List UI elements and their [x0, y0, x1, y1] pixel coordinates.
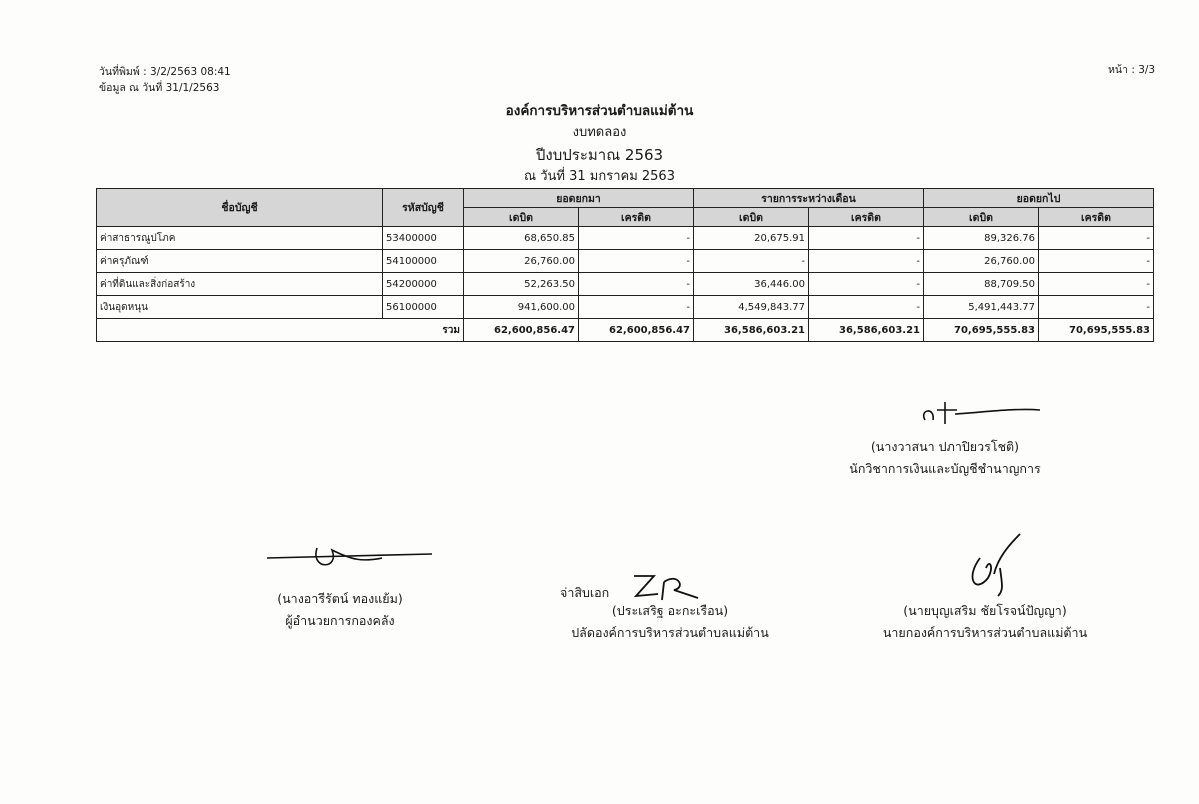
brought-debit: 52,263.50 [464, 273, 579, 296]
carried-credit: - [1039, 250, 1154, 273]
carried-debit: 88,709.50 [924, 273, 1039, 296]
handwritten-signature-2 [262, 540, 442, 574]
trial-balance-table [96, 188, 1154, 342]
table-row [97, 296, 1154, 319]
account-code: 53400000 [383, 227, 464, 250]
table-row [97, 250, 1154, 273]
month-credit: - [809, 273, 924, 296]
org-name: องค์การบริหารส่วนตำบลแม่ต้าน [505, 103, 694, 119]
total-month-credit: 36,586,603.21 [809, 319, 924, 342]
report-name: งบทดลอง [572, 125, 627, 140]
brought-credit: - [579, 250, 694, 273]
carried-debit: 89,326.76 [924, 227, 1039, 250]
account-name: ค่าที่ดินและสิ่งก่อสร้าง [97, 273, 383, 296]
brought-credit: - [579, 273, 694, 296]
brought-credit: - [579, 227, 694, 250]
carried-debit: 26,760.00 [924, 250, 1039, 273]
totals-row [97, 319, 1154, 342]
month-credit: - [809, 250, 924, 273]
account-code: 54100000 [383, 250, 464, 273]
account-name: ค่าครุภัณฑ์ [97, 250, 383, 273]
signature-block-chief-administrator [550, 600, 790, 644]
signer-name: (นายบุญเสริม ชัยโรจน์ปัญญา) [903, 603, 1067, 618]
account-code: 56100000 [383, 296, 464, 319]
header-brought-forward: ยอดยกมา [464, 189, 694, 208]
fiscal-year: ปีงบประมาณ 2563 [535, 146, 664, 164]
header-debit: เดบิต [924, 208, 1039, 227]
table-row [97, 273, 1154, 296]
signer-title: นายกองค์การบริหารส่วนตำบลแม่ต้าน [882, 625, 1088, 640]
signer-title: นักวิชาการเงินและบัญชีชำนาญการ [849, 461, 1041, 476]
brought-debit: 68,650.85 [464, 227, 579, 250]
month-debit: 20,675.91 [694, 227, 809, 250]
total-carried-credit: 70,695,555.83 [1039, 319, 1154, 342]
signer-title: ผู้อำนวยการกองคลัง [285, 613, 395, 628]
month-debit: 4,549,843.77 [694, 296, 809, 319]
header-debit: เดบิต [694, 208, 809, 227]
signer-name: (ประเสริฐ อะกะเรือน) [611, 603, 729, 618]
signer-name: (นางวาสนา ปภาปิยวรโชติ) [870, 439, 1020, 454]
carried-credit: - [1039, 296, 1154, 319]
handwritten-signature-4 [960, 528, 1030, 600]
header-month-transactions: รายการระหว่างเดือน [694, 189, 924, 208]
handwritten-signature-1 [915, 398, 1045, 430]
header-credit: เครดิต [1039, 208, 1154, 227]
total-carried-debit: 70,695,555.83 [924, 319, 1039, 342]
page-number: หน้า : 3/3 [1108, 64, 1156, 76]
month-debit: - [694, 250, 809, 273]
total-label: รวม [97, 319, 464, 342]
signer-name: (นางอารีรัตน์ ทองแย้ม) [277, 591, 403, 606]
data-as-of-date: ข้อมูล ณ วันที่ 31/1/2563 [99, 82, 220, 94]
signature-block-accountant [830, 436, 1060, 480]
report-title-block [0, 100, 1199, 188]
signer-rank: จ่าสิบเอก [560, 585, 610, 600]
signer-title: ปลัดองค์การบริหารส่วนตำบลแม่ต้าน [571, 625, 769, 640]
month-credit: - [809, 227, 924, 250]
month-debit: 36,446.00 [694, 273, 809, 296]
signature-block-finance-director [235, 588, 445, 632]
total-month-debit: 36,586,603.21 [694, 319, 809, 342]
month-credit: - [809, 296, 924, 319]
header-debit: เดบิต [464, 208, 579, 227]
as-of-date: ณ วันที่ 31 มกราคม 2563 [524, 169, 675, 184]
print-date: วันที่พิมพ์ : 3/2/2563 08:41 [99, 66, 231, 78]
table-row [97, 227, 1154, 250]
header-account-code: รหัสบัญชี [383, 189, 464, 227]
account-name: เงินอุดหนุน [97, 296, 383, 319]
brought-credit: - [579, 296, 694, 319]
handwritten-signature-3 [628, 568, 708, 602]
carried-credit: - [1039, 227, 1154, 250]
brought-debit: 26,760.00 [464, 250, 579, 273]
header-account-name: ชื่อบัญชี [97, 189, 383, 227]
signature-block-mayor [865, 600, 1105, 644]
header-credit: เครดิต [579, 208, 694, 227]
account-code: 54200000 [383, 273, 464, 296]
total-brought-debit: 62,600,856.47 [464, 319, 579, 342]
brought-debit: 941,600.00 [464, 296, 579, 319]
total-brought-credit: 62,600,856.47 [579, 319, 694, 342]
carried-debit: 5,491,443.77 [924, 296, 1039, 319]
account-name: ค่าสาธารณูปโภค [97, 227, 383, 250]
header-credit: เครดิต [809, 208, 924, 227]
header-carried-forward: ยอดยกไป [924, 189, 1154, 208]
carried-credit: - [1039, 273, 1154, 296]
